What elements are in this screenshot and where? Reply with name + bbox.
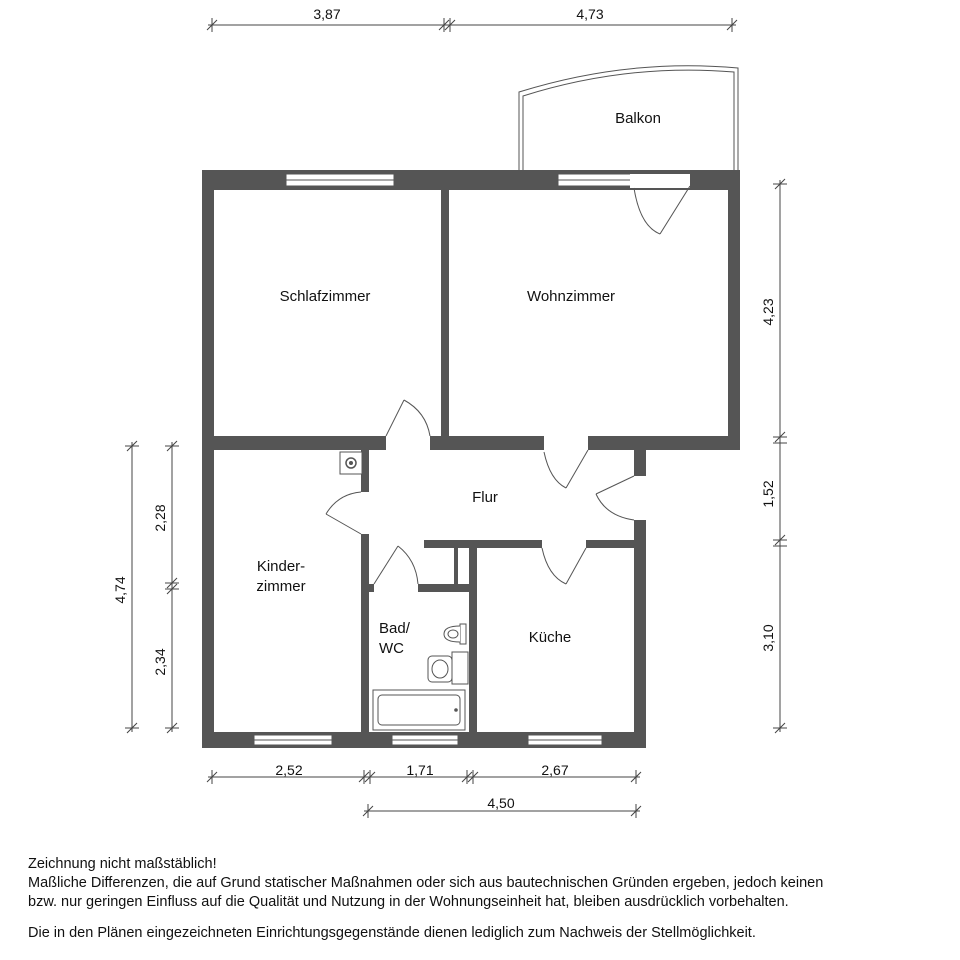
dim-label-bottom-left: 2,52 bbox=[275, 762, 303, 778]
toilet-icon bbox=[444, 624, 466, 644]
room-label-schlafzimmer: Schlafzimmer bbox=[279, 288, 371, 305]
dim-label-bottom-total: 4,50 bbox=[487, 795, 515, 811]
dim-label-left-total: 4,74 bbox=[112, 576, 128, 604]
dim-label-bottom-right: 2,67 bbox=[541, 762, 569, 778]
bathtub-icon bbox=[373, 690, 465, 730]
dim-label-top-left: 3,87 bbox=[313, 6, 341, 22]
room-label-flur: Flur bbox=[472, 489, 498, 506]
note-differences-line1: Maßliche Differenzen, die auf Grund statischer Maßnahmen oder sich aus bautechnischen Gründen ergeben, jedoch keinen bbox=[28, 875, 824, 891]
dim-label-right-mid: 1,52 bbox=[760, 480, 776, 508]
dim-label-right-top: 4,23 bbox=[760, 298, 776, 326]
dim-label-right-bottom: 3,10 bbox=[760, 624, 776, 652]
room-label-bad-line1: Bad/ bbox=[379, 620, 410, 637]
room-label-wohnzimmer: Wohnzimmer bbox=[526, 288, 616, 305]
note-differences-line2: bzw. nur geringen Einfluss auf die Qualität und Nutzung in der Wohnungseinheit hat, bleiben ausdrücklich vorbehalten. bbox=[28, 894, 789, 910]
dim-label-left-lower: 2,34 bbox=[152, 648, 168, 676]
room-label-bad-line2: WC bbox=[379, 640, 404, 657]
dim-label-top-right: 4,73 bbox=[576, 6, 604, 22]
note-furniture: Die in den Plänen eingezeichneten Einrichtungsgegenstände dienen lediglich zum Nachweis der Stellmöglichkeit. bbox=[28, 925, 756, 941]
room-label-kinderzimmer-line1: Kinder- bbox=[256, 558, 306, 575]
dim-label-bottom-mid: 1,71 bbox=[406, 762, 434, 778]
dim-label-left-upper: 2,28 bbox=[152, 504, 168, 532]
room-label-kinderzimmer-line2: zimmer bbox=[256, 578, 306, 595]
room-label-balkon: Balkon bbox=[615, 110, 661, 127]
disclaimer-notes bbox=[28, 855, 948, 943]
note-not-to-scale: Zeichnung nicht maßstäblich! bbox=[28, 856, 217, 872]
room-label-kueche: Küche bbox=[528, 629, 572, 646]
walls bbox=[202, 170, 740, 748]
sink-icon bbox=[428, 652, 468, 684]
